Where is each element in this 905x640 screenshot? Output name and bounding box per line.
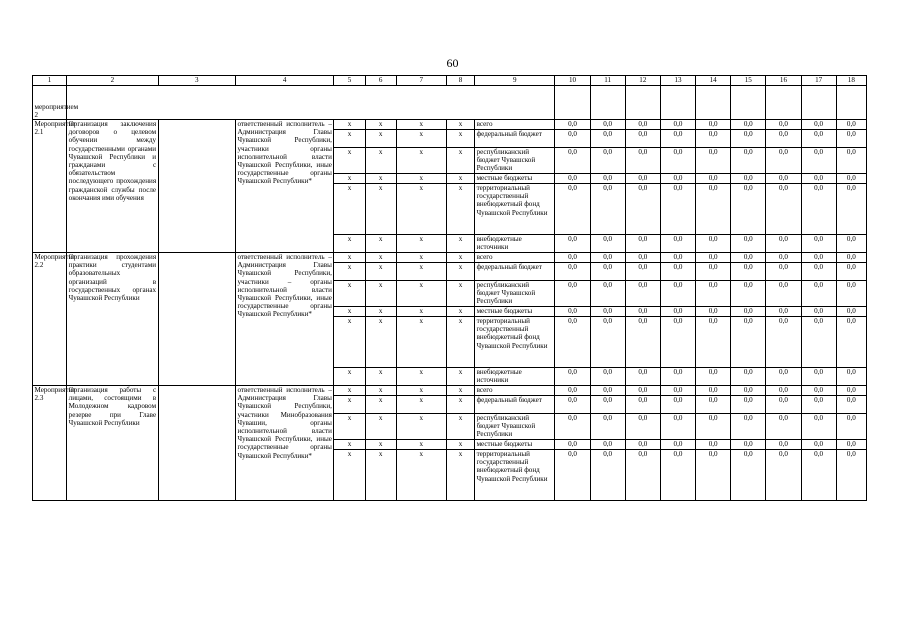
amount-cell: 0,0	[731, 386, 766, 396]
event-code: Мероприятие 2.1	[33, 120, 67, 253]
amount-cell: 0,0	[766, 130, 801, 148]
amount-cell: 0,0	[766, 450, 801, 501]
continuation-row	[33, 86, 867, 120]
event-col3	[158, 120, 235, 253]
mark-cell: х	[365, 148, 396, 174]
mark-cell: х	[334, 396, 365, 414]
mark-cell: х	[446, 386, 474, 396]
column-number-1: 1	[33, 76, 67, 86]
amount-cell: 0,0	[696, 263, 731, 281]
amount-cell: 0,0	[766, 148, 801, 174]
funding-source: территориальный государственный внебюджетный фонд Чувашской Республики	[475, 317, 555, 368]
page-number: 60	[446, 56, 459, 70]
amount-cell: 0,0	[625, 253, 660, 263]
amount-cell: 0,0	[555, 120, 590, 130]
amount-cell: 0,0	[660, 450, 695, 501]
column-number-14: 14	[696, 76, 731, 86]
mark-cell: х	[396, 148, 446, 174]
event-col3	[158, 386, 235, 501]
amount-cell: 0,0	[696, 307, 731, 317]
amount-cell: 0,0	[766, 414, 801, 440]
amount-cell: 0,0	[625, 174, 660, 184]
funding-source: местные бюджеты	[475, 440, 555, 450]
amount-cell: 0,0	[625, 235, 660, 253]
mark-cell: х	[396, 450, 446, 501]
amount-cell: 0,0	[590, 148, 625, 174]
amount-cell: 0,0	[801, 307, 836, 317]
amount-cell: 0,0	[590, 307, 625, 317]
amount-cell: 0,0	[660, 235, 695, 253]
column-number-16: 16	[766, 76, 801, 86]
amount-cell: 0,0	[801, 317, 836, 368]
amount-cell: 0,0	[625, 440, 660, 450]
amount-cell: 0,0	[660, 120, 695, 130]
amount-cell: 0,0	[836, 317, 866, 368]
amount-cell: 0,0	[731, 148, 766, 174]
amount-cell: 0,0	[766, 174, 801, 184]
amount-cell: 0,0	[625, 396, 660, 414]
continuation-label: мероприятием 2	[33, 86, 67, 120]
column-number-3: 3	[158, 76, 235, 86]
event-executor: ответственный исполнитель – Администрация Главы Чувашской Республики, участники – органы исполнительной власти Чувашской Республики, иные государственные органы Чувашской Республики*	[235, 253, 333, 386]
amount-cell: 0,0	[555, 440, 590, 450]
event-code: Мероприятие 2.3	[33, 386, 67, 501]
continuation-empty-cell	[766, 86, 801, 120]
amount-cell: 0,0	[555, 450, 590, 501]
amount-cell: 0,0	[696, 184, 731, 235]
event-name: Организация заключения договоров о целевом обучении между государственными органами Чувашской Республики и гражданами с обязательством последующего прохождения гражданской службы после окончания ими обучения	[67, 120, 158, 253]
mark-cell: х	[334, 184, 365, 235]
mark-cell: х	[365, 235, 396, 253]
column-number-2: 2	[67, 76, 158, 86]
amount-cell: 0,0	[625, 281, 660, 307]
mark-cell: х	[396, 184, 446, 235]
mark-cell: х	[365, 263, 396, 281]
amount-cell: 0,0	[731, 253, 766, 263]
mark-cell: х	[396, 130, 446, 148]
amount-cell: 0,0	[731, 440, 766, 450]
mark-cell: х	[396, 253, 446, 263]
mark-cell: х	[365, 307, 396, 317]
column-number-12: 12	[625, 76, 660, 86]
amount-cell: 0,0	[801, 396, 836, 414]
column-number-9: 9	[475, 76, 555, 86]
funding-source: территориальный государственный внебюджетный фонд Чувашской Республики	[475, 450, 555, 501]
amount-cell: 0,0	[590, 440, 625, 450]
amount-cell: 0,0	[555, 396, 590, 414]
amount-cell: 0,0	[625, 307, 660, 317]
amount-cell: 0,0	[801, 235, 836, 253]
amount-cell: 0,0	[660, 386, 695, 396]
mark-cell: х	[396, 440, 446, 450]
amount-cell: 0,0	[836, 148, 866, 174]
amount-cell: 0,0	[555, 368, 590, 386]
event-name: Организация прохождения практики студентами образовательных организаций в государственных органах Чувашской Республики	[67, 253, 158, 386]
amount-cell: 0,0	[766, 184, 801, 235]
amount-cell: 0,0	[836, 184, 866, 235]
amount-cell: 0,0	[555, 414, 590, 440]
amount-cell: 0,0	[590, 253, 625, 263]
mark-cell: х	[334, 174, 365, 184]
amount-cell: 0,0	[731, 130, 766, 148]
funding-source: внебюджетные источники	[475, 368, 555, 386]
funding-source: всего	[475, 253, 555, 263]
mark-cell: х	[334, 130, 365, 148]
amount-cell: 0,0	[660, 396, 695, 414]
funding-source: республиканский бюджет Чувашской Республики	[475, 148, 555, 174]
amount-cell: 0,0	[625, 386, 660, 396]
mark-cell: х	[334, 281, 365, 307]
amount-cell: 0,0	[696, 414, 731, 440]
amount-cell: 0,0	[731, 281, 766, 307]
amount-cell: 0,0	[590, 120, 625, 130]
amount-cell: 0,0	[801, 184, 836, 235]
mark-cell: х	[446, 440, 474, 450]
amount-cell: 0,0	[766, 386, 801, 396]
amount-cell: 0,0	[660, 148, 695, 174]
mark-cell: х	[446, 396, 474, 414]
amount-cell: 0,0	[731, 307, 766, 317]
amount-cell: 0,0	[801, 263, 836, 281]
column-number-8: 8	[446, 76, 474, 86]
mark-cell: х	[334, 368, 365, 386]
amount-cell: 0,0	[625, 148, 660, 174]
amount-cell: 0,0	[625, 368, 660, 386]
event-col3	[158, 253, 235, 386]
mark-cell: х	[396, 263, 446, 281]
amount-cell: 0,0	[801, 440, 836, 450]
table-row	[33, 120, 867, 130]
mark-cell: х	[334, 317, 365, 368]
amount-cell: 0,0	[836, 307, 866, 317]
amount-cell: 0,0	[836, 130, 866, 148]
amount-cell: 0,0	[696, 130, 731, 148]
amount-cell: 0,0	[836, 253, 866, 263]
amount-cell: 0,0	[766, 235, 801, 253]
budget-table	[32, 75, 867, 501]
amount-cell: 0,0	[555, 253, 590, 263]
mark-cell: х	[334, 386, 365, 396]
amount-cell: 0,0	[590, 368, 625, 386]
mark-cell: х	[365, 450, 396, 501]
mark-cell: х	[396, 396, 446, 414]
amount-cell: 0,0	[836, 440, 866, 450]
amount-cell: 0,0	[625, 120, 660, 130]
amount-cell: 0,0	[766, 440, 801, 450]
amount-cell: 0,0	[625, 317, 660, 368]
mark-cell: х	[446, 263, 474, 281]
amount-cell: 0,0	[590, 386, 625, 396]
mark-cell: х	[396, 368, 446, 386]
amount-cell: 0,0	[801, 120, 836, 130]
amount-cell: 0,0	[801, 281, 836, 307]
amount-cell: 0,0	[766, 307, 801, 317]
amount-cell: 0,0	[696, 396, 731, 414]
amount-cell: 0,0	[590, 396, 625, 414]
event-code: Мероприятие 2.2	[33, 253, 67, 386]
amount-cell: 0,0	[766, 281, 801, 307]
column-number-11: 11	[590, 76, 625, 86]
amount-cell: 0,0	[731, 450, 766, 501]
mark-cell: х	[334, 235, 365, 253]
mark-cell: х	[396, 307, 446, 317]
amount-cell: 0,0	[625, 414, 660, 440]
mark-cell: х	[365, 396, 396, 414]
mark-cell: х	[334, 307, 365, 317]
mark-cell: х	[396, 317, 446, 368]
amount-cell: 0,0	[801, 253, 836, 263]
amount-cell: 0,0	[766, 120, 801, 130]
amount-cell: 0,0	[836, 263, 866, 281]
amount-cell: 0,0	[590, 174, 625, 184]
continuation-empty-cell	[731, 86, 766, 120]
mark-cell: х	[334, 414, 365, 440]
continuation-empty-cell	[625, 86, 660, 120]
amount-cell: 0,0	[836, 120, 866, 130]
mark-cell: х	[446, 120, 474, 130]
amount-cell: 0,0	[625, 263, 660, 281]
amount-cell: 0,0	[836, 396, 866, 414]
amount-cell: 0,0	[766, 253, 801, 263]
event-executor: ответственный исполнитель – Администрация Главы Чувашской Республики, участники Минобразования Чувашии, органы исполнительной власти Чувашской Республики, иные государственные органы Чувашской Республики*	[235, 386, 333, 501]
amount-cell: 0,0	[731, 235, 766, 253]
event-executor: ответственный исполнитель – Администрация Главы Чувашской Республики, участники органы исполнительной власти Чувашской Республики, иные государственные органы Чувашской Республики*	[235, 120, 333, 253]
amount-cell: 0,0	[625, 450, 660, 501]
funding-source: республиканский бюджет Чувашской Республики	[475, 414, 555, 440]
mark-cell: х	[365, 386, 396, 396]
amount-cell: 0,0	[731, 263, 766, 281]
amount-cell: 0,0	[696, 317, 731, 368]
amount-cell: 0,0	[555, 317, 590, 368]
amount-cell: 0,0	[590, 317, 625, 368]
amount-cell: 0,0	[801, 368, 836, 386]
continuation-empty-cell	[696, 86, 731, 120]
mark-cell: х	[446, 130, 474, 148]
amount-cell: 0,0	[731, 184, 766, 235]
column-number-13: 13	[660, 76, 695, 86]
column-number-row	[33, 76, 867, 86]
amount-cell: 0,0	[590, 450, 625, 501]
column-number-10: 10	[555, 76, 590, 86]
amount-cell: 0,0	[696, 281, 731, 307]
mark-cell: х	[334, 450, 365, 501]
amount-cell: 0,0	[836, 281, 866, 307]
continuation-empty-cell	[590, 86, 625, 120]
amount-cell: 0,0	[660, 263, 695, 281]
funding-source: всего	[475, 120, 555, 130]
amount-cell: 0,0	[660, 184, 695, 235]
amount-cell: 0,0	[590, 263, 625, 281]
amount-cell: 0,0	[836, 414, 866, 440]
mark-cell: х	[365, 414, 396, 440]
mark-cell: х	[446, 414, 474, 440]
mark-cell: х	[446, 184, 474, 235]
amount-cell: 0,0	[660, 130, 695, 148]
amount-cell: 0,0	[625, 130, 660, 148]
amount-cell: 0,0	[555, 281, 590, 307]
table-row	[33, 253, 867, 263]
mark-cell: х	[334, 148, 365, 174]
amount-cell: 0,0	[801, 386, 836, 396]
mark-cell: х	[446, 174, 474, 184]
mark-cell: х	[396, 235, 446, 253]
mark-cell: х	[365, 368, 396, 386]
amount-cell: 0,0	[766, 368, 801, 386]
mark-cell: х	[396, 281, 446, 307]
amount-cell: 0,0	[660, 174, 695, 184]
mark-cell: х	[365, 440, 396, 450]
amount-cell: 0,0	[836, 235, 866, 253]
mark-cell: х	[396, 174, 446, 184]
amount-cell: 0,0	[660, 317, 695, 368]
continuation-empty	[67, 86, 555, 120]
funding-source: внебюджетные источники	[475, 235, 555, 253]
amount-cell: 0,0	[555, 130, 590, 148]
column-number-4: 4	[235, 76, 333, 86]
mark-cell: х	[334, 440, 365, 450]
amount-cell: 0,0	[555, 184, 590, 235]
mark-cell: х	[396, 414, 446, 440]
mark-cell: х	[365, 174, 396, 184]
funding-source: местные бюджеты	[475, 174, 555, 184]
mark-cell: х	[396, 120, 446, 130]
amount-cell: 0,0	[555, 235, 590, 253]
amount-cell: 0,0	[660, 440, 695, 450]
funding-source: федеральный бюджет	[475, 263, 555, 281]
mark-cell: х	[446, 253, 474, 263]
mark-cell: х	[446, 307, 474, 317]
amount-cell: 0,0	[836, 368, 866, 386]
amount-cell: 0,0	[801, 174, 836, 184]
amount-cell: 0,0	[696, 440, 731, 450]
amount-cell: 0,0	[590, 184, 625, 235]
amount-cell: 0,0	[590, 281, 625, 307]
mark-cell: х	[446, 281, 474, 307]
table-row	[33, 386, 867, 396]
funding-source: территориальный государственный внебюджетный фонд Чувашской Республики	[475, 184, 555, 235]
amount-cell: 0,0	[555, 386, 590, 396]
amount-cell: 0,0	[696, 174, 731, 184]
amount-cell: 0,0	[696, 148, 731, 174]
amount-cell: 0,0	[555, 263, 590, 281]
amount-cell: 0,0	[696, 386, 731, 396]
mark-cell: х	[365, 130, 396, 148]
amount-cell: 0,0	[731, 317, 766, 368]
mark-cell: х	[446, 368, 474, 386]
mark-cell: х	[365, 120, 396, 130]
column-number-6: 6	[365, 76, 396, 86]
amount-cell: 0,0	[766, 396, 801, 414]
funding-source: федеральный бюджет	[475, 396, 555, 414]
amount-cell: 0,0	[801, 148, 836, 174]
funding-source: федеральный бюджет	[475, 130, 555, 148]
mark-cell: х	[365, 281, 396, 307]
amount-cell: 0,0	[696, 253, 731, 263]
amount-cell: 0,0	[731, 396, 766, 414]
mark-cell: х	[396, 386, 446, 396]
amount-cell: 0,0	[555, 148, 590, 174]
amount-cell: 0,0	[625, 184, 660, 235]
amount-cell: 0,0	[660, 368, 695, 386]
amount-cell: 0,0	[731, 174, 766, 184]
column-number-5: 5	[334, 76, 365, 86]
amount-cell: 0,0	[836, 174, 866, 184]
mark-cell: х	[365, 253, 396, 263]
amount-cell: 0,0	[590, 235, 625, 253]
amount-cell: 0,0	[555, 307, 590, 317]
mark-cell: х	[334, 263, 365, 281]
funding-source: республиканский бюджет Чувашской Республики	[475, 281, 555, 307]
amount-cell: 0,0	[696, 368, 731, 386]
mark-cell: х	[446, 450, 474, 501]
amount-cell: 0,0	[660, 281, 695, 307]
amount-cell: 0,0	[801, 130, 836, 148]
mark-cell: х	[334, 253, 365, 263]
amount-cell: 0,0	[590, 414, 625, 440]
funding-source: местные бюджеты	[475, 307, 555, 317]
event-name: Организация работы с лицами, состоящими в Молодежном кадровом резерве при Главе Чувашской Республики	[67, 386, 158, 501]
continuation-empty-cell	[660, 86, 695, 120]
amount-cell: 0,0	[731, 120, 766, 130]
amount-cell: 0,0	[555, 174, 590, 184]
continuation-empty-cell	[836, 86, 866, 120]
amount-cell: 0,0	[836, 450, 866, 501]
mark-cell: х	[334, 120, 365, 130]
amount-cell: 0,0	[696, 450, 731, 501]
mark-cell: х	[365, 184, 396, 235]
funding-source: всего	[475, 386, 555, 396]
column-number-18: 18	[836, 76, 866, 86]
continuation-empty-cell	[555, 86, 590, 120]
column-number-17: 17	[801, 76, 836, 86]
mark-cell: х	[365, 317, 396, 368]
amount-cell: 0,0	[696, 120, 731, 130]
amount-cell: 0,0	[590, 130, 625, 148]
amount-cell: 0,0	[731, 414, 766, 440]
mark-cell: х	[446, 148, 474, 174]
amount-cell: 0,0	[836, 386, 866, 396]
amount-cell: 0,0	[801, 414, 836, 440]
amount-cell: 0,0	[696, 235, 731, 253]
column-number-7: 7	[396, 76, 446, 86]
mark-cell: х	[446, 235, 474, 253]
amount-cell: 0,0	[660, 307, 695, 317]
amount-cell: 0,0	[766, 263, 801, 281]
mark-cell: х	[446, 317, 474, 368]
amount-cell: 0,0	[660, 414, 695, 440]
continuation-empty-cell	[801, 86, 836, 120]
amount-cell: 0,0	[731, 368, 766, 386]
amount-cell: 0,0	[660, 253, 695, 263]
amount-cell: 0,0	[801, 450, 836, 501]
amount-cell: 0,0	[766, 317, 801, 368]
column-number-15: 15	[731, 76, 766, 86]
